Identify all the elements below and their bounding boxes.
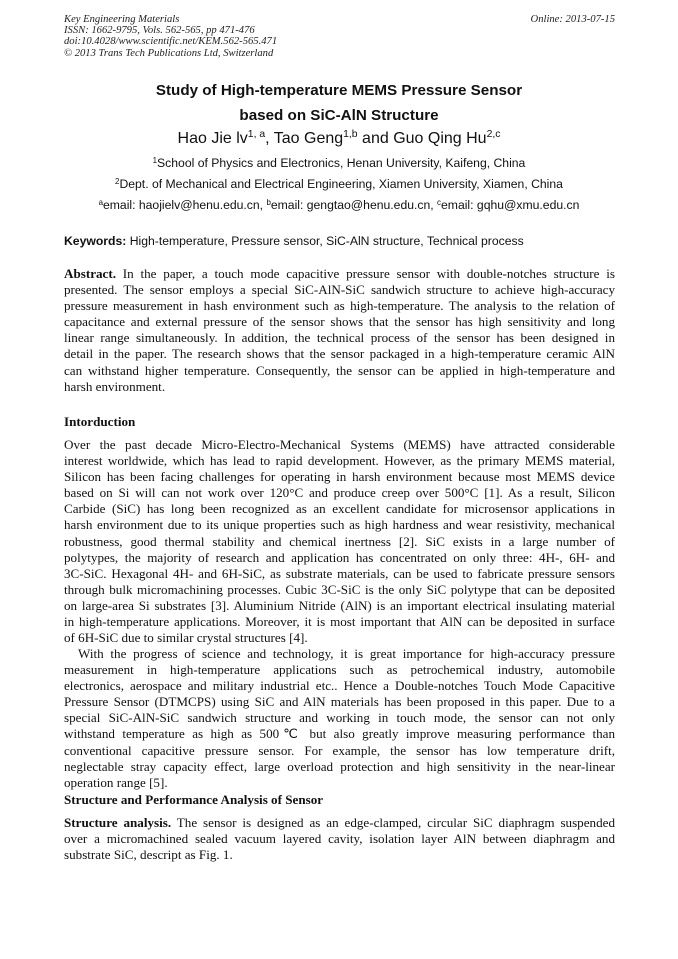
abstract-line: detail in the paper. The research shows that the sensor packaged in a high-temperature ceramic AlN	[64, 346, 615, 362]
abstract-line: can withstand higher temperature. Consequently, the sensor can be applied in high-temperature and	[64, 362, 615, 378]
journal-name: Key Engineering Materials	[64, 14, 180, 25]
abstract	[64, 266, 615, 395]
paragraph-line: With the progress of science and technology, it is great importance for high-accuracy pressure	[78, 646, 615, 661]
paragraph-line: withstand temperature as high as 500℃ but also greatly improve measuring performance than	[64, 726, 615, 742]
doi-line: doi:10.4028/www.scientific.net/KEM.562-565.471	[64, 36, 278, 48]
paragraph-line: interest worldwide, which has lead to rapid development. However, as the primary MEMS material,	[64, 453, 615, 469]
paragraph-line: polytypes, the majority of research and application has concentrated on only three: 4H-, 6H- and	[64, 549, 615, 565]
email-text: email: gengtao@henu.edu.cn,	[270, 198, 438, 212]
section-heading-introduction: Intorduction	[64, 414, 136, 429]
author-affil-marker: 2,c	[486, 129, 501, 141]
email-marker: a	[98, 197, 103, 207]
abstract-line: harsh environment.	[64, 378, 166, 394]
author-separator: and	[357, 130, 394, 147]
paragraph-line: neglectable stray capacity effect, large overload protection and high sensitivity in the near-linear	[64, 758, 615, 774]
author-affil-marker: 1, a	[247, 129, 266, 141]
affiliation-1	[0, 156, 678, 170]
author-affil-marker: 1,b	[343, 129, 358, 141]
author-name: Guo Qing Hu	[393, 130, 487, 147]
paragraph-line: 3C-SiC. Hexagonal 4H- and 6H-SiC, as substrate materials, can be used to fabricate pressure sensors	[64, 565, 615, 581]
paragraph-line: over a micromachined sealed vacuum layered cavity, isolation layer AlN between diaphragm and	[64, 831, 615, 847]
abstract-line	[64, 266, 615, 282]
email-marker: b	[266, 197, 271, 207]
paper-title-line-2: based on SiC-AlN Structure	[239, 107, 439, 124]
affiliation-2	[0, 177, 678, 191]
abstract-line: pressure measurement in hash environment such as high-temperature. The analysis to the relation of	[64, 298, 615, 314]
structure-analysis-label: Structure analysis.	[64, 815, 172, 830]
affil-marker: 1	[152, 155, 158, 165]
section-heading-structure: Structure and Performance Analysis of Sensor	[64, 792, 324, 807]
introduction-paragraph-2	[64, 646, 615, 791]
journal-header	[64, 14, 615, 59]
affil-marker: 2	[115, 176, 120, 186]
affil-text: Dept. of Mechanical and Electrical Engineering, Xiamen University, Xiamen, China	[119, 177, 563, 191]
author-separator: ,	[265, 130, 274, 147]
paragraph-line: substrate SiC, descript as Fig. 1.	[64, 847, 233, 863]
paragraph-line: of 6H-SiC due to similar crystal structures [4].	[64, 630, 308, 646]
author-name: Hao Jie lv	[177, 130, 248, 147]
introduction-paragraph-1	[64, 437, 615, 646]
online-date: Online: 2013-07-15	[530, 14, 615, 25]
paragraph-line: Carbide (SiC) has long been recognized as an excellent candidate for microsensor applications in	[64, 501, 615, 517]
paragraph-line: electronics, aerospace and military industrial etc.. Hence a Double-notches Touch Mode Capacitive	[64, 678, 615, 694]
structure-analysis-paragraph	[64, 815, 615, 863]
paragraph-line: Over the past decade Micro-Electro-Mechanical Systems (MEMS) have attracted considerable	[64, 437, 615, 452]
email-marker: c	[437, 197, 442, 207]
text-run: The sensor is designed as an edge-clamped, circular SiC diaphragm suspended	[171, 815, 615, 830]
abstract-line: capacitance and external pressure of the sensor shows that the sensor has high sensitivity and long	[64, 314, 615, 330]
paragraph-line: robustness, good thermal stability and chemical inertness [2]. SiC exists in a large number of	[64, 533, 615, 549]
text-run: In the paper, a touch mode capacitive pressure sensor with double-notches structure is	[116, 266, 615, 281]
paragraph-line	[64, 815, 615, 831]
abstract-line: presented. The sensor employs a special SiC-AlN-SiC sandwich structure to achieve high-accuracy	[64, 282, 615, 298]
paragraph-line: conventional capacitive pressure sensor. For example, the sensor has low temperature drift,	[64, 742, 615, 758]
paragraph-line: measurement in high-temperature applications such as petrochemical industry, automobile	[64, 662, 615, 678]
paragraph-line: based on Si will can not work over 120°C and produce creep over 500°C [1]. As a result, Silicon	[64, 485, 615, 501]
affil-text: School of Physics and Electronics, Henan University, Kaifeng, China	[157, 156, 526, 170]
paragraph-line: in high-temperature applications. Moreover, it is most important that AlN can be deposited in surface	[64, 614, 615, 630]
paragraph-line: Silicon has been facing challenges for operating in harsh environment because most MEMS device	[64, 469, 615, 485]
copyright-line: © 2013 Trans Tech Publications Ltd, Switzerland	[64, 47, 274, 59]
email-text: email: haojielv@henu.edu.cn,	[102, 198, 267, 212]
abstract-line: linear range simultaneously. In addition, the technical process of the sensor has been designed in	[64, 330, 615, 346]
keywords-text: High-temperature, Pressure sensor, SiC-AlN structure, Technical process	[126, 234, 524, 248]
paragraph-line: harsh environment due to its unique properties such as high hardness and wear resistivity, mechanical	[64, 517, 615, 533]
keywords	[64, 234, 524, 248]
issn-line: ISSN: 1662-9795, Vols. 562-565, pp 471-476	[64, 25, 255, 37]
paragraph-line: operation range [5].	[64, 774, 168, 790]
paragraph-line: special SiC-AlN-SiC sandwich structure and working in touch mode, the sensor can not only	[64, 710, 615, 726]
author-emails	[0, 198, 678, 212]
author-name: Tao Geng	[273, 130, 344, 147]
paragraph-line: through bulk micromachining processes. Cubic 3C-SiC is the only SiC polytype that can be deposited	[64, 581, 615, 597]
abstract-label: Abstract.	[64, 266, 116, 281]
paragraph-line: Pressure Sensor (DTMCPS) using SiC and AlN materials has been proposed in this paper. Due to a	[64, 694, 615, 710]
paragraph-line: on large-area Si substrates [3]. Aluminium Nitride (AlN) is an important electrical insulating material	[64, 597, 615, 613]
email-text: email: gqhu@xmu.edu.cn	[441, 198, 580, 212]
paper-title-line-1: Study of High-temperature MEMS Pressure Sensor	[155, 82, 523, 99]
keywords-label: Keywords:	[64, 234, 127, 248]
author-list	[0, 130, 678, 148]
